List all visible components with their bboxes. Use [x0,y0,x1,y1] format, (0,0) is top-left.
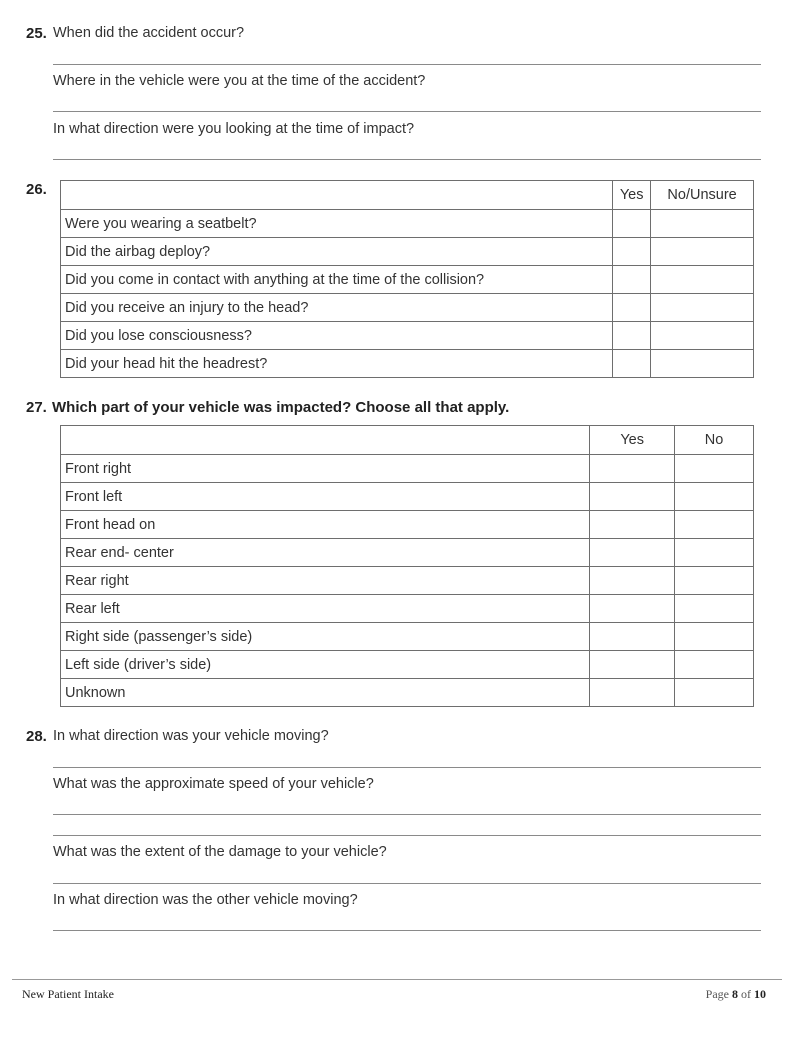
q26-yes-cell[interactable] [613,238,651,266]
q28-answer-line-1[interactable] [53,767,761,768]
q28-answer-line-4[interactable] [53,930,761,931]
q27-yes-cell[interactable] [590,595,675,623]
q25-question-1: When did the accident occur? [53,25,245,41]
q26-row-label: Were you wearing a seatbelt? [61,210,613,238]
q27-yes-cell[interactable] [590,623,675,651]
q26-yes-cell[interactable] [613,322,651,350]
q27-row-label: Rear end- center [61,539,590,567]
q26-row-label: Did you come in contact with anything at the time of the collision? [61,266,613,294]
table-row [61,679,754,707]
q27-no-cell[interactable] [675,679,754,707]
q27-row-label: Front left [61,483,590,511]
q26-number: 26. [26,181,47,198]
footer-divider [12,979,782,980]
table-row [61,623,754,651]
q27-yes-cell[interactable] [590,567,675,595]
table-row [61,651,754,679]
q26-header-yes: Yes [613,181,651,210]
q28-question-3: What was the extent of the damage to your vehicle? [53,844,387,860]
q25-answer-line-3[interactable] [53,159,761,160]
footer-page-current: 8 [732,987,738,1001]
q28-answer-line-2b[interactable] [53,835,761,836]
q26-header-row [61,181,754,210]
footer-page-total: 10 [754,987,766,1001]
q26-row-label: Did your head hit the headrest? [61,350,613,378]
table-row [61,483,754,511]
q27-yes-cell[interactable] [590,483,675,511]
q26-yes-cell[interactable] [613,294,651,322]
q25-question-2: Where in the vehicle were you at the time of the accident? [53,73,426,89]
table-row [61,266,754,294]
q27-yes-cell[interactable] [590,455,675,483]
table-row [61,238,754,266]
table-row [61,511,754,539]
q27-no-cell[interactable] [675,595,754,623]
q27-no-cell[interactable] [675,567,754,595]
q27-number: 27. [26,399,47,416]
q26-no-cell[interactable] [651,266,754,294]
q27-header-yes: Yes [590,426,675,455]
table-row [61,539,754,567]
q26-yes-cell[interactable] [613,266,651,294]
table-row [61,294,754,322]
table-row [61,322,754,350]
q27-no-cell[interactable] [675,455,754,483]
q28-question-1: In what direction was your vehicle moving? [53,728,329,744]
q27-yes-cell[interactable] [590,511,675,539]
q28-number: 28. [26,728,47,745]
q26-table [60,180,754,378]
q28-answer-line-2[interactable] [53,814,761,815]
footer-page-number [706,987,766,1002]
q26-no-cell[interactable] [651,294,754,322]
q27-yes-cell[interactable] [590,539,675,567]
q27-no-cell[interactable] [675,651,754,679]
q27-no-cell[interactable] [675,483,754,511]
q27-header-row [61,426,754,455]
q27-no-cell[interactable] [675,511,754,539]
q25-question-3: In what direction were you looking at the time of impact? [53,121,415,137]
q26-header-question [61,181,613,210]
q27-no-cell[interactable] [675,539,754,567]
footer-page-of: of [741,987,751,1001]
q26-no-cell[interactable] [651,210,754,238]
q25-number: 25. [26,25,47,42]
q27-row-label: Front head on [61,511,590,539]
q27-row-label: Rear right [61,567,590,595]
q26-no-cell[interactable] [651,322,754,350]
q27-row-label: Unknown [61,679,590,707]
q27-title: Which part of your vehicle was impacted? Choose all that apply. [52,399,510,416]
q27-row-label: Front right [61,455,590,483]
table-row [61,567,754,595]
footer-document-title: New Patient Intake [22,987,114,1001]
q27-row-label: Left side (driver’s side) [61,651,590,679]
q25-answer-line-2[interactable] [53,111,761,112]
q27-yes-cell[interactable] [590,651,675,679]
q26-no-cell[interactable] [651,238,754,266]
q26-row-label: Did you receive an injury to the head? [61,294,613,322]
table-row [61,455,754,483]
q27-header-no: No [675,426,754,455]
q28-question-4: In what direction was the other vehicle moving? [53,892,358,908]
q28-question-2: What was the approximate speed of your vehicle? [53,776,374,792]
q26-header-no: No/Unsure [651,181,754,210]
q27-yes-cell[interactable] [590,679,675,707]
q28-answer-line-3[interactable] [53,883,761,884]
q26-row-label: Did the airbag deploy? [61,238,613,266]
q26-yes-cell[interactable] [613,350,651,378]
q27-table [60,425,754,707]
table-row [61,595,754,623]
table-row [61,210,754,238]
table-row [61,350,754,378]
footer-page-label: Page [705,987,729,1001]
q26-yes-cell[interactable] [613,210,651,238]
q27-header-question [61,426,590,455]
q25-answer-line-1[interactable] [53,64,761,65]
q26-row-label: Did you lose consciousness? [61,322,613,350]
q26-no-cell[interactable] [651,350,754,378]
q27-no-cell[interactable] [675,623,754,651]
q27-row-label: Rear left [61,595,590,623]
q27-row-label: Right side (passenger’s side) [61,623,590,651]
